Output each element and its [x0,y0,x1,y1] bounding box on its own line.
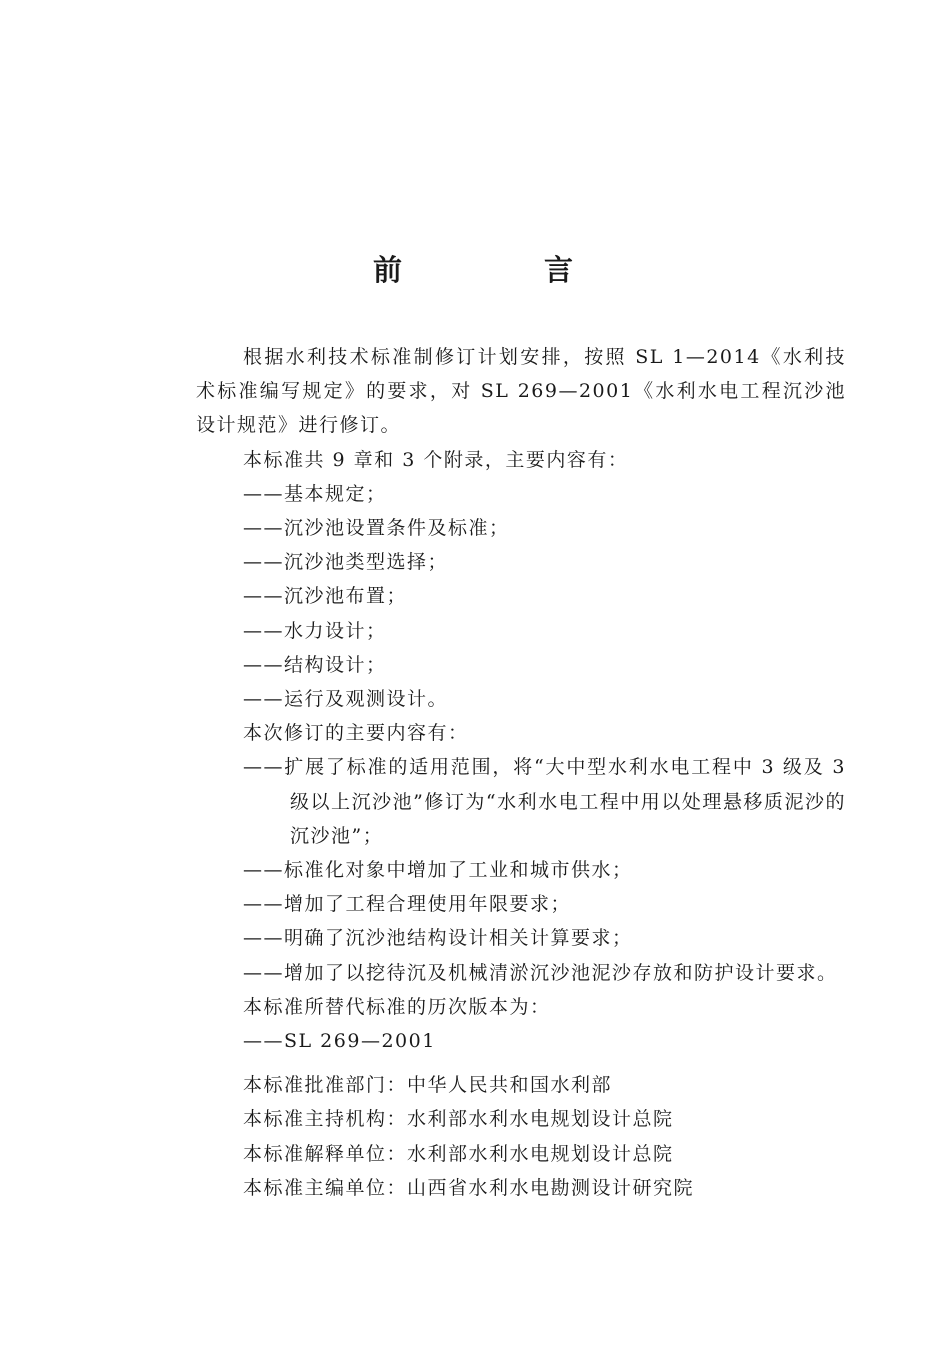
list-item: ——沉沙池设置条件及标准； [243,517,510,540]
list-item: ——基本规定； [243,482,387,505]
list-item: ——增加了工程合理使用年限要求； [243,893,572,916]
list-item: ——扩展了标准的适用范围，将“大中型水利水电工程中 3 级及 3 级以上沉沙池”修订为“水利水电工程中用以处理悬移质泥沙的沉沙池”； [243,756,846,847]
approval-info [196,1068,846,1205]
replaced-version: ——SL 269—2001 [243,1030,436,1053]
list-item: ——明确了沉沙池结构设计相关计算要求； [243,927,633,950]
approval-dept: 本标准批准部门：中华人民共和国水利部 [243,1074,613,1097]
list-item: ——沉沙池布置； [243,585,408,608]
revision-list [196,750,846,989]
list-item: ——增加了以挖待沉及机械清淤沉沙池泥沙存放和防护设计要求。 [243,961,838,984]
interpret-unit: 本标准解释单位：水利部水利水电规划设计总院 [243,1142,674,1165]
intro-paragraph: 根据水利技术标准制修订计划安排，按照 SL 1—2014《水利技术标准编写规定》的要求，对 SL 269—2001《水利水电工程沉沙池设计规范》进行修订。 [196,346,846,437]
list-item: ——结构设计； [243,653,387,676]
editor-unit: 本标准主编单位：山西省水利水电勘测设计研究院 [243,1176,695,1199]
structure-lead: 本标准共 9 章和 3 个附录，主要内容有： [243,448,629,471]
replaced-lead: 本标准所替代标准的历次版本为： [243,995,551,1018]
list-item: ——水力设计； [243,619,387,642]
preface-body [196,340,846,1205]
chapter-list [196,477,846,716]
revision-lead: 本次修订的主要内容有： [243,722,469,745]
list-item: ——运行及观测设计。 [243,688,449,711]
list-item: ——沉沙池类型选择； [243,551,449,574]
page-title: 前 言 [372,253,640,287]
host-agency: 本标准主持机构：水利部水利水电规划设计总院 [243,1108,674,1131]
list-item: ——标准化对象中增加了工业和城市供水； [243,859,633,882]
